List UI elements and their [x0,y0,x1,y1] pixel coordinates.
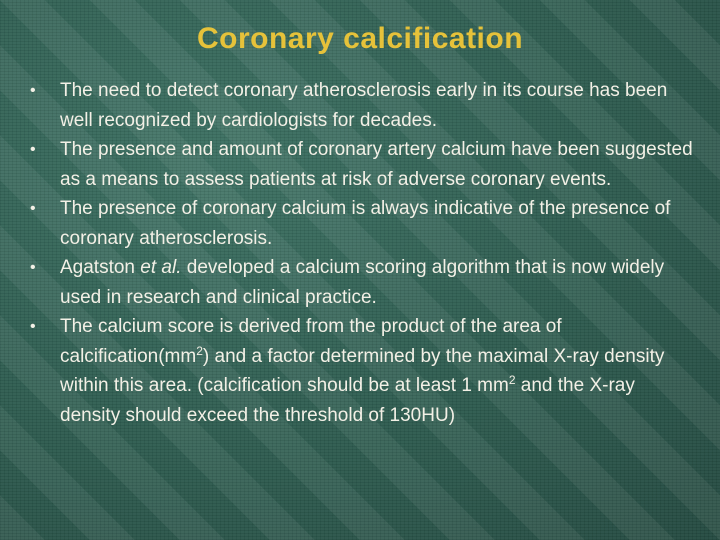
bullet-item [30,194,695,253]
bullet-item [30,135,695,194]
bullet-marker: • [30,200,36,217]
superscript: 2 [196,343,203,358]
bullet-text-italic: et al. [140,257,182,278]
superscript: 2 [508,373,516,387]
bullet-marker: • [30,141,36,158]
bullet-text-prefix: Agatston [60,257,141,278]
bullet-text-part: The calcium score is derived from the product of the area of calcification(mm [60,316,562,367]
bullet-text: The need to detect coronary atherosclerosis early in its course has been well recognized by cardiologists for decades. [60,80,668,131]
bullet-item [30,76,695,135]
bullet-list [30,76,695,430]
bullet-text: The presence and amount of coronary artery calcium have been suggested as a means to assess patients at risk of adverse coronary events. [60,139,693,190]
bullet-text-part: ) and a factor determined by the maximal X-ray density within this area. (calcification should be at least 1 mm [60,345,665,396]
bullet-marker: • [30,259,36,276]
bullet-text-part: and the X-ray density should exceed the threshold of 130HU) [60,375,635,426]
bullet-text-suffix: developed a calcium scoring algorithm that is now widely used in research and clinical practice. [60,257,665,308]
bullet-item [30,253,695,312]
bullet-marker: • [30,318,36,335]
bullet-item [30,312,695,430]
bullet-marker: • [30,82,36,99]
slide-title: Coronary calcification [196,22,524,55]
bullet-text: The presence of coronary calcium is always indicative of the presence of coronary atherosclerosis. [60,198,671,249]
